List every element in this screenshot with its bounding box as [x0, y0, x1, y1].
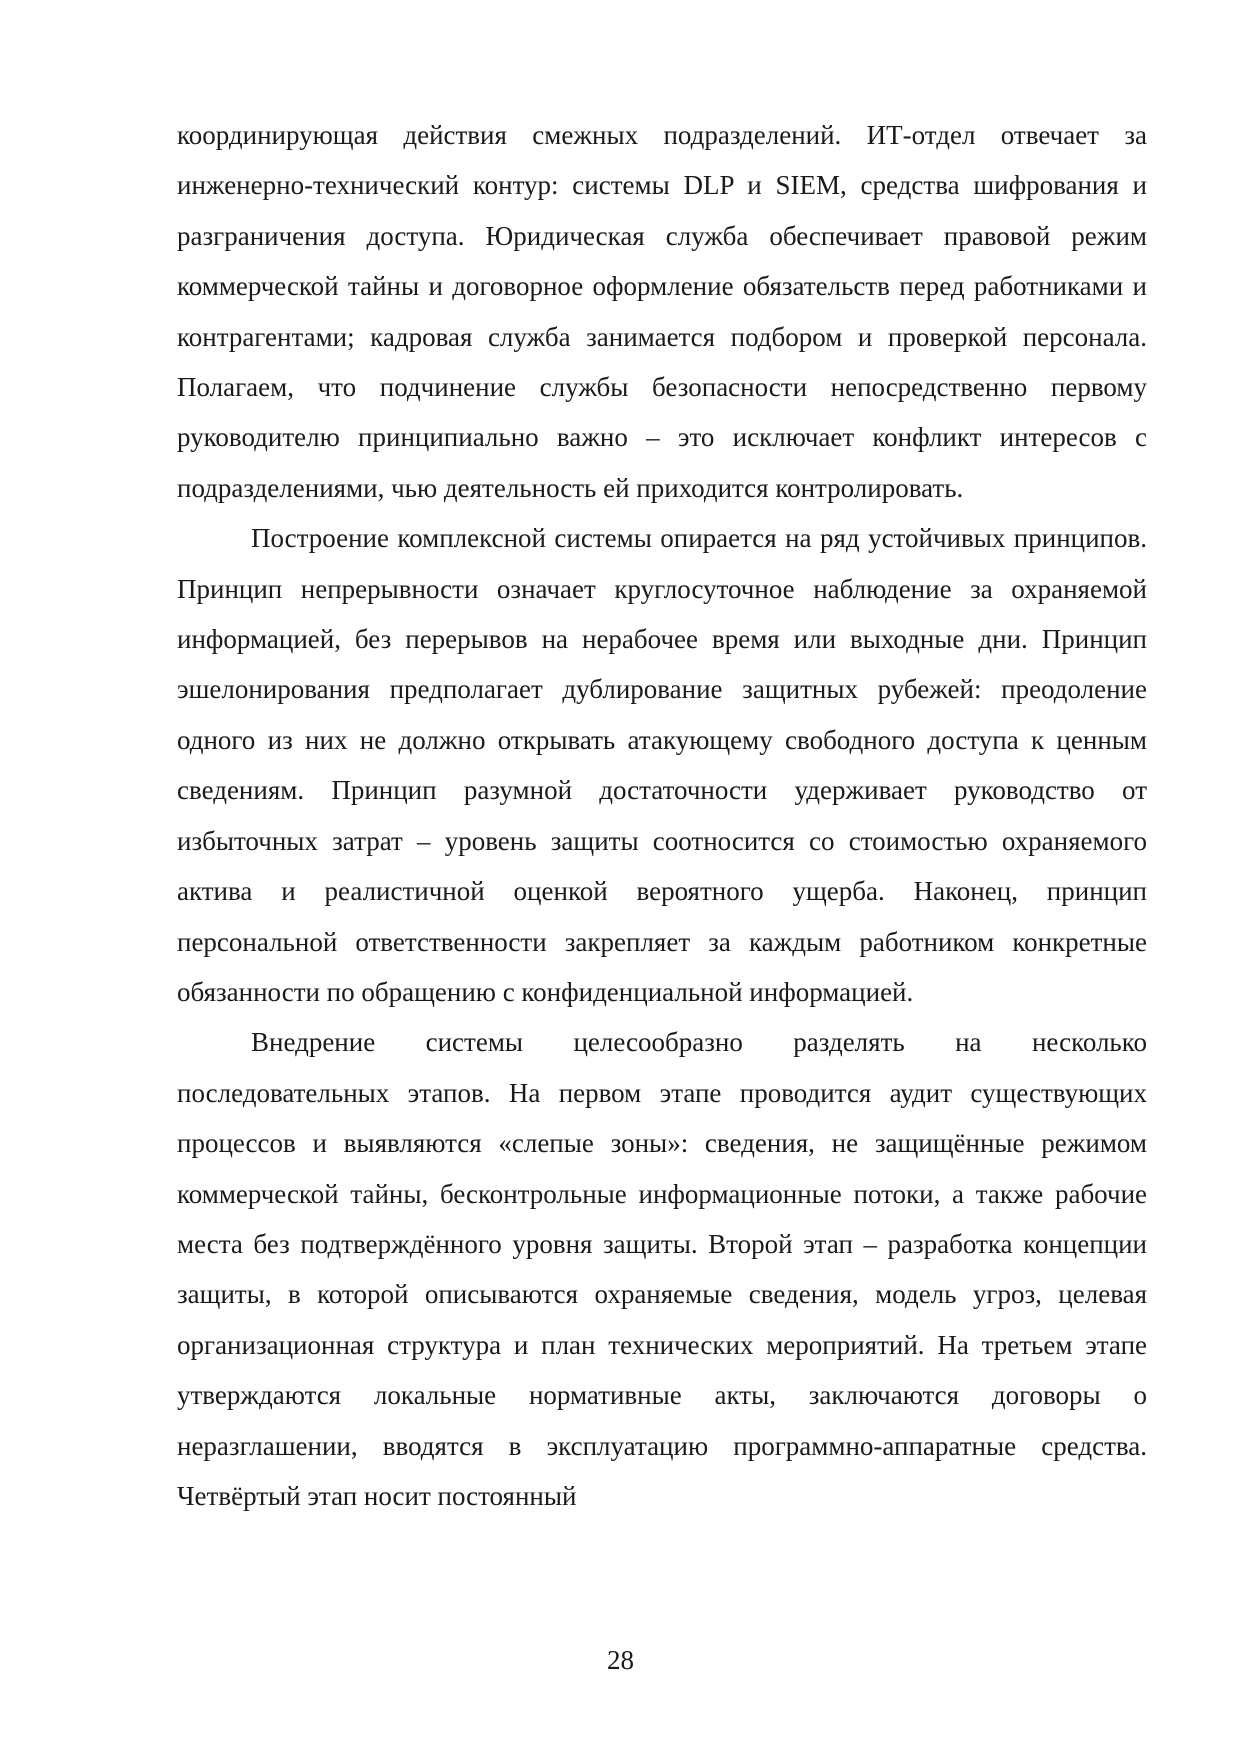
paragraph-1: координирующая действия смежных подразделений. ИТ-отдел отвечает за инженерно-технический контур: системы DLP и SIEM, средства шифрования и разграничения доступа. Юридическая служба обеспечивает правовой режим коммерческой тайны и договорное оформление обязательств перед работниками и контрагентами; кадровая служба занимается подбором и проверкой персонала. Полагаем, что подчинение службы безопасности непосредственно первому руководителю принципиально важно – это исключает конфликт интересов с подразделениями, чью деятельность ей приходится контролировать.: [177, 120, 1147, 503]
page-number: 28: [607, 1645, 634, 1675]
paragraph-2: Построение комплексной системы опирается на ряд устойчивых принципов. Принцип непрерывности означает круглосуточное наблюдение за охраняемой информацией, без перерывов на нерабочее время или выходные дни. Принцип эшелонирования предполагает дублирование защитных рубежей: преодоление одного из них не должно открывать атакующему свободного доступа к ценным сведениям. Принцип разумной достаточности удерживает руководство от избыточных затрат – уровень защиты соотносится со стоимостью охраняемого актива и реалистичной оценкой вероятного ущерба. Наконец, принцип персональной ответственности закрепляет за каждым работником конкретные обязанности по обращению с конфиденциальной информацией.: [177, 523, 1147, 1007]
paragraph-3: Внедрение системы целесообразно разделять на несколько последовательных этапов. На первом этапе проводится аудит существующих процессов и выявляются «слепые зоны»: сведения, не защищённые режимом коммерческой тайны, бесконтрольные информационные потоки, а также рабочие места без подтверждённого уровня защиты. Второй этап – разработка концепции защиты, в которой описываются охраняемые сведения, модель угроз, целевая организационная структура и план технических мероприятий. На третьем этапе утверждаются локальные нормативные акты, заключаются договоры о неразглашении, вводятся в эксплуатацию программно-аппаратные средства. Четвёртый этап носит постоянный: [177, 1027, 1147, 1511]
body-text: [177, 110, 1147, 1521]
